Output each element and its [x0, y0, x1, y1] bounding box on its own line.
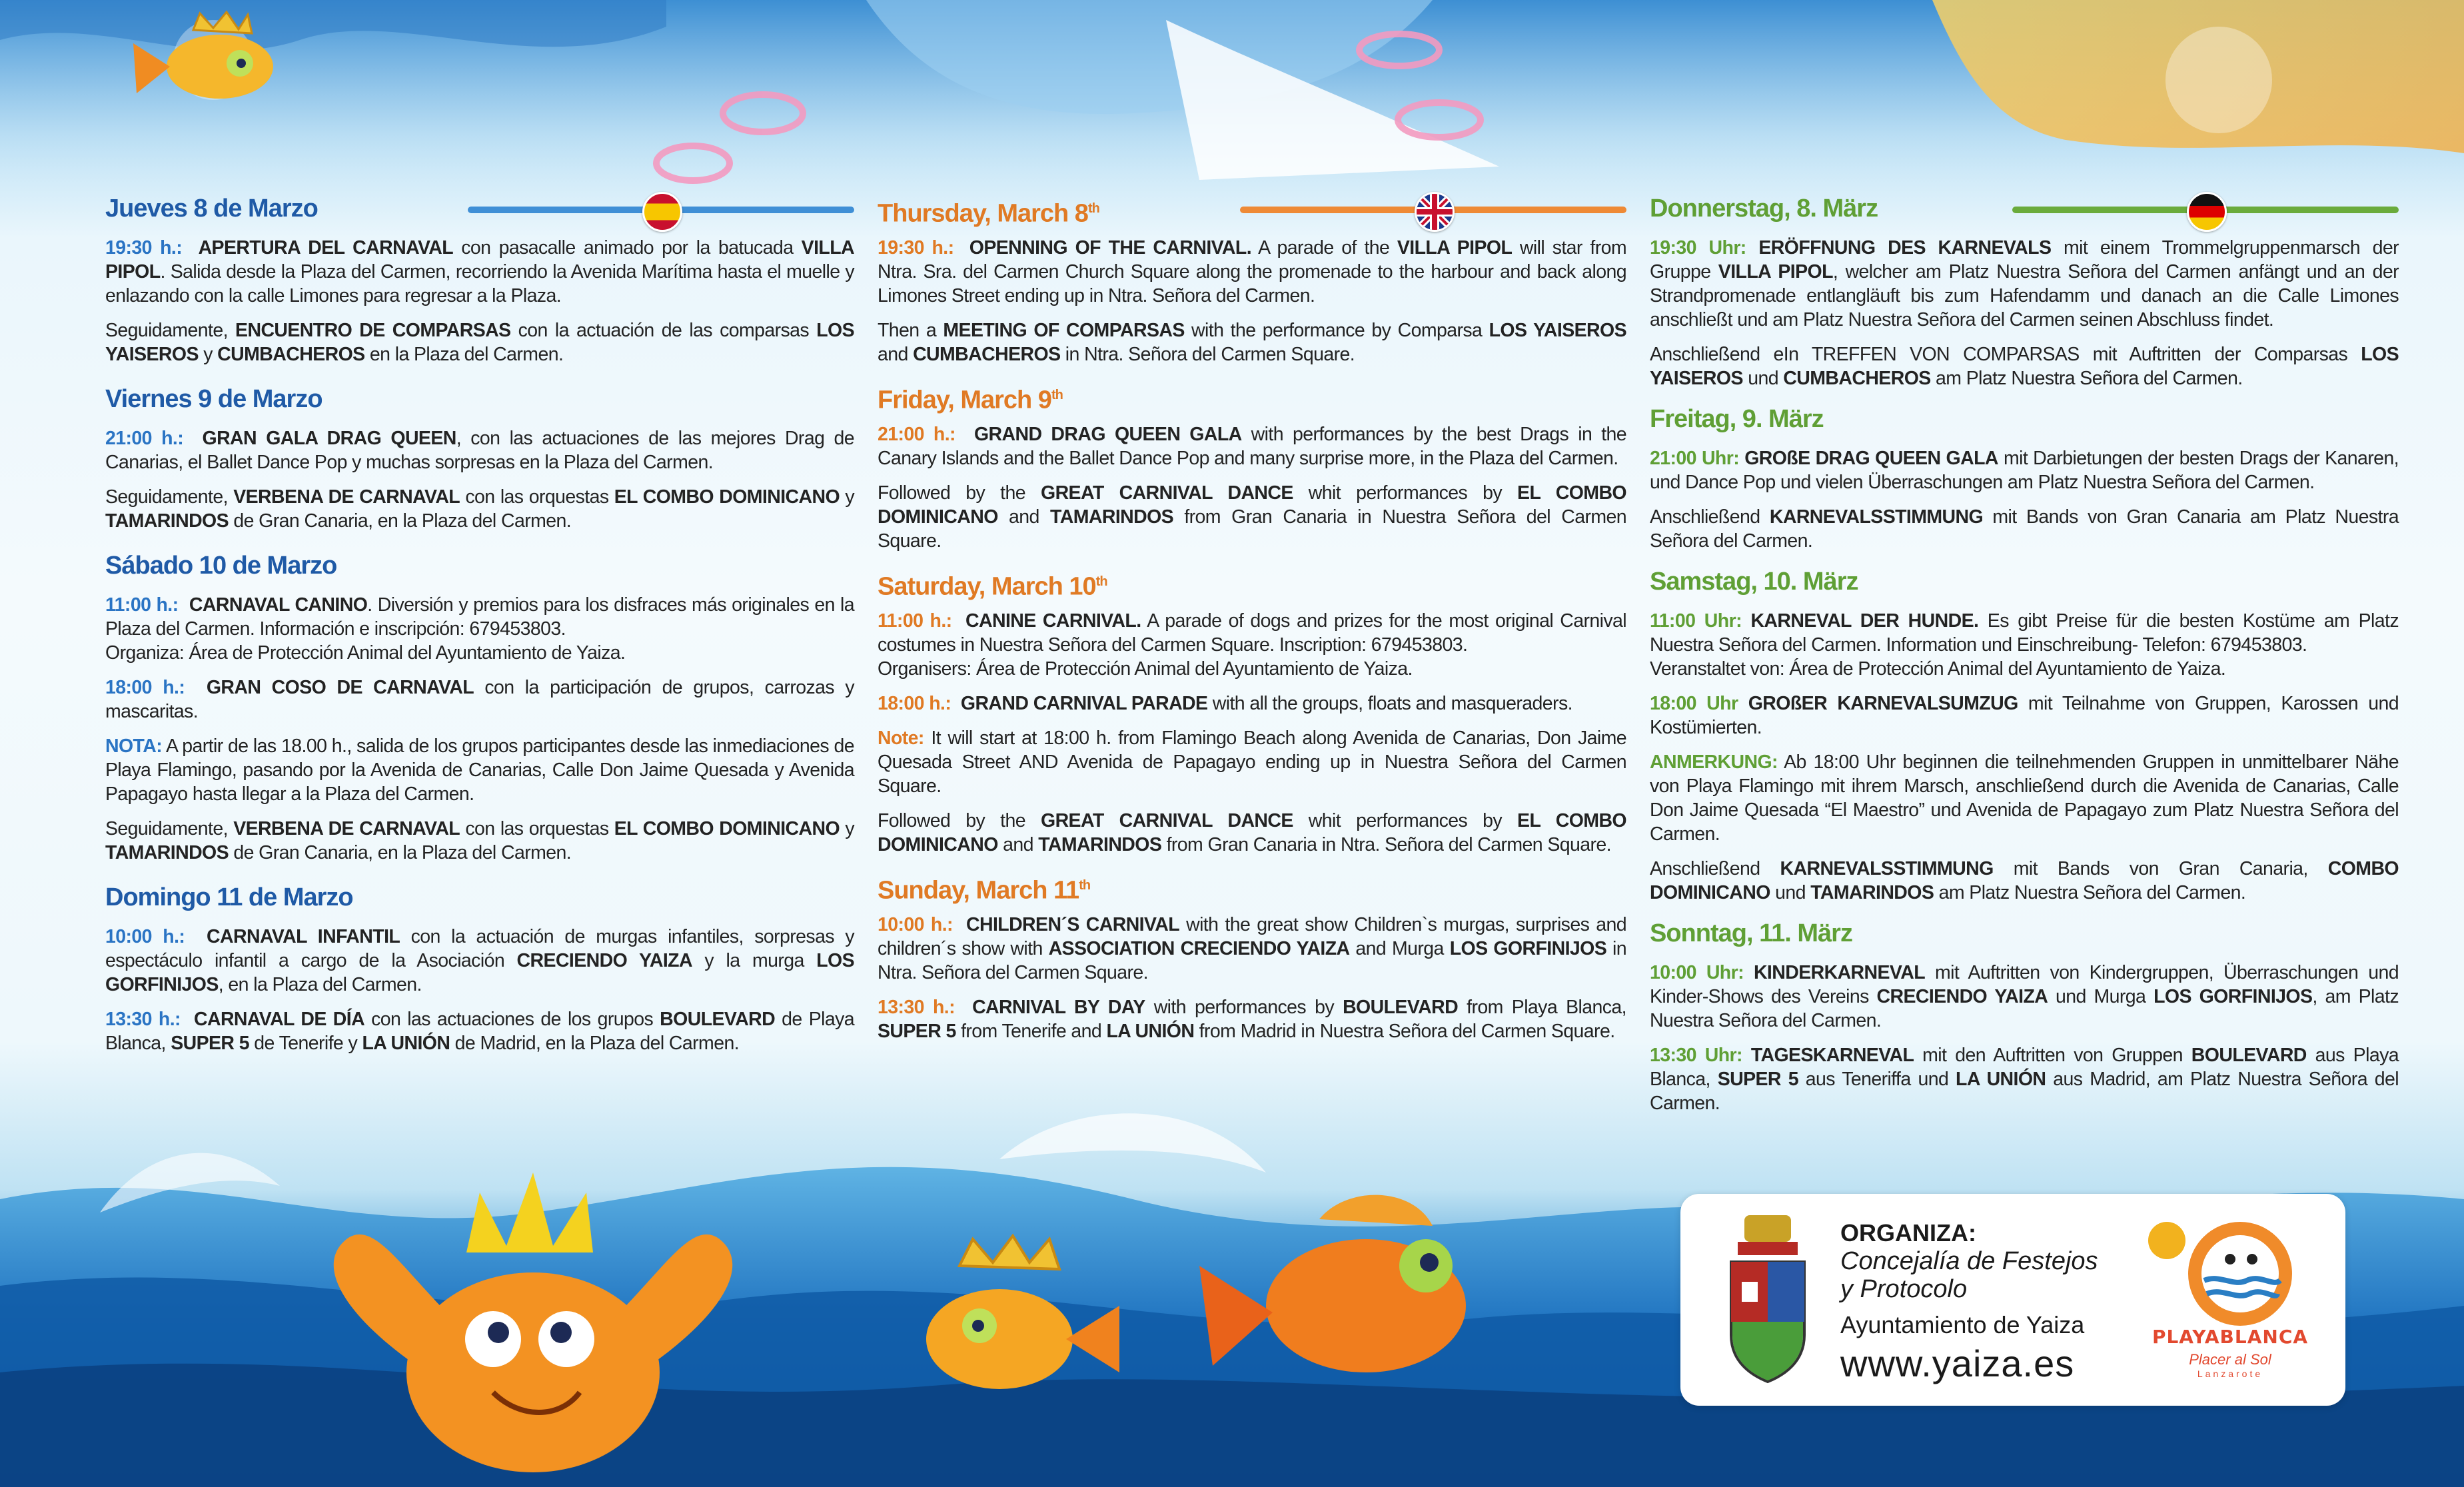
event-text: A parade of dogs and prizes for the most original Carnival costumes in Nuestra Señora del Carmen Square. Inscription: 679453803. [878, 610, 1627, 656]
organizer-department-2: y Protocolo [1840, 1275, 1968, 1303]
event-item [878, 236, 1626, 308]
event-title: ERÖFFNUNG DES KARNEVALS [1758, 237, 2052, 258]
event-time: 21:00 h.: [878, 424, 955, 445]
event-title: CARNIVAL BY DAY [972, 997, 1145, 1018]
event-text: with performances by the best Drags in the Canary Islands and the Ballet Dance Pop and many surprise more, in the Plaza del Carmen. [878, 424, 1627, 469]
event-title: CANINE CARNIVAL. [965, 610, 1141, 632]
event-time: 19:30 h.: [878, 237, 954, 258]
event-text: aus Madrid, am Platz Nuestra Señora del Carmen. [1650, 1069, 2399, 1114]
event-item [1650, 692, 2399, 740]
day-title: Sábado 10 de Marzo [105, 552, 337, 580]
event-highlight: VILLA PIPOL [1397, 237, 1513, 258]
event-text: de Gran Canaria, en la Plaza del Carmen. [229, 510, 572, 532]
uk-flag-icon [1415, 192, 1455, 232]
day-title [878, 564, 1107, 605]
event-text: whit performances by [1293, 810, 1518, 831]
event-item [1650, 609, 2399, 681]
day-heading [105, 381, 854, 417]
event-highlight: COMBO DOMINICANO [1650, 858, 2399, 903]
event-text: con la participación de grupos, carrozas y mascaritas. [105, 677, 854, 722]
event-text: mit Bands von Gran Canaria, [1993, 858, 2328, 879]
event-text: de Tenerife y [249, 1033, 362, 1054]
event-highlight: TAMARINDOS [1038, 834, 1162, 855]
day-heading [1650, 191, 2399, 227]
event-highlight: LOS YAISEROS [1650, 344, 2399, 389]
event-text: y [840, 486, 854, 508]
event-highlight: LOS GORFINIJOS [105, 950, 854, 995]
event-highlight: SUPER 5 [1717, 1069, 1798, 1090]
event-highlight: LOS YAISEROS [1489, 320, 1627, 341]
column-spanish [105, 191, 854, 1066]
event-item [878, 913, 1626, 985]
event-item [105, 236, 854, 308]
event-time: 18:00 h.: [105, 677, 185, 698]
event-highlight: LA UNIÓN [1106, 1021, 1195, 1042]
event-text: am Platz Nuestra Señora del Carmen. [1930, 368, 2243, 389]
event-highlight: CUMBACHEROS [1783, 368, 1931, 389]
event-text: . Diversión y premios para los disfraces más originales en la Plaza del Carmen. Información e inscripción: 679453803. [105, 594, 855, 640]
event-highlight: LOS GORFINIJOS [2154, 986, 2313, 1007]
event-text: with the great show Children`s murgas, surprises and children´s show with [878, 914, 1626, 959]
playa-blanca-location: Lanzarote [2197, 1368, 2263, 1379]
event-highlight: LA UNIÓN [362, 1033, 450, 1054]
event-highlight: EL COMBO DOMINICANO [878, 482, 1626, 528]
event-item [878, 318, 1626, 366]
event-text: con las actuaciones de los grupos [364, 1009, 660, 1030]
event-organizer: Organisers: Área de Protección Animal del Ayuntamiento de Yaiza. [878, 658, 1413, 680]
event-highlight: CRECIENDO YAIZA [516, 950, 692, 971]
event-text: , en la Plaza del Carmen. [218, 974, 422, 995]
event-title: ENCUENTRO DE COMPARSAS [235, 320, 511, 341]
organizer-department: Concejalía de Festejos [1840, 1247, 2098, 1275]
note-label: Note: [878, 728, 924, 749]
event-title: KARNEVALSSTIMMUNG [1780, 858, 1994, 879]
event-highlight: BOULEVARD [1343, 997, 1459, 1018]
day-title: Viernes 9 de Marzo [105, 385, 322, 413]
playa-blanca-tagline: Placer al Sol [2189, 1351, 2271, 1368]
event-text: in Ntra. Señora del Carmen Square. [878, 938, 1626, 983]
event-time: 19:30 h.: [105, 237, 183, 258]
day-title: Domingo 11 de Marzo [105, 883, 353, 911]
day-ordinal: th [1087, 201, 1099, 216]
event-text: and [997, 506, 1051, 528]
event-item [105, 676, 854, 724]
playa-blanca-name: PLAYABLANCA [2152, 1326, 2309, 1348]
event-highlight: CUMBACHEROS [913, 344, 1061, 365]
event-item [105, 817, 854, 865]
event-highlight: EL COMBO DOMINICANO [614, 818, 840, 839]
event-text: und Murga [2048, 986, 2154, 1007]
germany-flag-icon [2187, 192, 2227, 232]
event-highlight: EL COMBO DOMINICANO [614, 486, 840, 508]
day-heading [1650, 401, 2399, 437]
event-organizer: Organiza: Área de Protección Animal del Ayuntamiento de Yaiza. [105, 642, 626, 664]
day-title [878, 867, 1090, 909]
note-label: ANMERKUNG: [1650, 751, 1778, 773]
event-text: con las orquestas [460, 818, 614, 839]
event-highlight: SUPER 5 [878, 1021, 956, 1042]
event-text: in Ntra. Señora del Carmen Square. [1060, 344, 1355, 365]
event-text: mit Auftritten von Kindergruppen, Überraschungen und Kinder-Shows des Vereins [1650, 962, 2399, 1007]
event-text: from Playa Blanca, [1458, 997, 1626, 1018]
flag-divider [1240, 207, 1626, 213]
day-ordinal: th [1079, 878, 1091, 893]
day-title-text: Friday, March 9 [878, 386, 1051, 414]
event-text: y [198, 344, 218, 365]
event-text: with all the groups, floats and masqueraders. [1207, 693, 1572, 714]
event-item [1650, 342, 2399, 390]
event-text: de Gran Canaria, en la Plaza del Carmen. [229, 842, 572, 863]
event-text: de Madrid, en la Plaza del Carmen. [450, 1033, 740, 1054]
event-item [105, 593, 854, 665]
event-text: y la murga [692, 950, 817, 971]
day-heading [878, 564, 1626, 600]
organizer-box [1680, 1194, 2345, 1406]
event-item [105, 426, 854, 474]
day-title: Samstag, 10. März [1650, 568, 1858, 596]
flag-divider [2012, 207, 2399, 213]
event-item [1650, 446, 2399, 494]
event-highlight: EL COMBO DOMINICANO [878, 810, 1626, 855]
event-highlight: TAMARINDOS [1810, 882, 1934, 903]
event-highlight: SUPER 5 [171, 1033, 249, 1054]
event-highlight: TAMARINDOS [105, 510, 229, 532]
day-heading [878, 867, 1626, 903]
event-time: 13:30 h.: [878, 997, 955, 1018]
event-time: 10:00 h.: [878, 914, 953, 935]
event-title: VERBENA DE CARNAVAL [233, 486, 460, 508]
event-title: GROßE DRAG QUEEN GALA [1744, 448, 1998, 469]
event-time: 10:00 Uhr: [1650, 962, 1744, 983]
event-highlight: CRECIENDO YAIZA [1876, 986, 2048, 1007]
event-item [105, 485, 854, 533]
playa-blanca-logo-icon [2140, 1207, 2320, 1327]
event-text: . Salida desde la Plaza del Carmen, recorriendo la Avenida Marítima hasta el muelle y enlazando con la calle Limones para regresar a la Plaza. [105, 261, 854, 306]
event-text: mit Darbietungen der besten Drags der Kanaren, und Dance Pop und vielen Überraschungen am Platz Nuestra Señora del Carmen. [1650, 448, 2399, 493]
event-item [1650, 1043, 2399, 1115]
event-text: mit den Auftritten von Gruppen [1914, 1045, 2191, 1066]
event-item [878, 481, 1626, 553]
event-text: , welcher am Platz Nuestra Señora del Carmen anfängt und an der Strandpromenade entlangläuft bis zum Hafendamm und danach an die Calle Limones anschließt und am Platz Nuestra Señora del Carmen seinen Abschluss findet. [1650, 261, 2399, 330]
event-text: with performances by [1145, 997, 1343, 1018]
event-text: from Madrid in Nuestra Señora del Carmen Square. [1194, 1021, 1615, 1042]
flag-divider [468, 207, 854, 213]
event-title: CARNAVAL CANINO [189, 594, 368, 616]
day-title: Freitag, 9. März [1650, 405, 1824, 433]
event-highlight: TAMARINDOS [105, 842, 229, 863]
event-title: KARNEVALSSTIMMUNG [1769, 506, 1984, 528]
event-title: GRAND CARNIVAL PARADE [960, 693, 1208, 714]
day-heading [105, 548, 854, 584]
day-title [878, 191, 1099, 232]
event-text: Anschließend eIn TREFFEN VON COMPARSAS mit Auftritten der Comparsas [1650, 344, 2361, 365]
day-title-text: Saturday, March 10 [878, 572, 1096, 601]
event-text: con pasacalle animado por la batucada [453, 237, 802, 258]
event-text: and [997, 834, 1039, 855]
event-item [878, 692, 1626, 716]
event-text: Seguidamente, [105, 818, 234, 839]
day-title: Jueves 8 de Marzo [105, 195, 318, 223]
event-text: con las orquestas [460, 486, 614, 508]
event-time: 21:00 Uhr: [1650, 448, 1740, 469]
event-text: con la actuación de las comparsas [510, 320, 817, 341]
organizer-text [1840, 1219, 2098, 1386]
event-text: and [878, 344, 914, 365]
event-item [1650, 961, 2399, 1033]
event-title: OPENNING OF THE CARNIVAL. [969, 237, 1252, 258]
event-title: CHILDREN´S CARNIVAL [965, 914, 1180, 935]
event-text: Then a [878, 320, 943, 341]
event-text: mit Teilnahme von Gruppen, Karossen und Kostümierten. [1650, 693, 2399, 738]
event-text: Anschließend [1650, 506, 1770, 528]
event-text: mit einem Trommelgruppenmarsch der Gruppe [1650, 237, 2399, 282]
event-time: 11:00 h.: [105, 594, 179, 616]
event-text: and Murga [1349, 938, 1450, 959]
event-highlight: VILLA PIPOL [1718, 261, 1833, 282]
event-title: GRAN COSO DE CARNAVAL [206, 677, 474, 698]
event-title: GRAND DRAG QUEEN GALA [973, 424, 1242, 445]
event-title: GREAT CARNIVAL DANCE [1041, 482, 1293, 504]
event-highlight: CUMBACHEROS [217, 344, 365, 365]
event-highlight: LOS GORFINIJOS [1449, 938, 1607, 959]
event-note [1650, 750, 2399, 846]
event-highlight: BOULEVARD [2191, 1045, 2307, 1066]
day-title-text: Sunday, March 11 [878, 876, 1079, 905]
event-title: GROßER KARNEVALSUMZUG [1748, 693, 2018, 714]
event-text: aus Teneriffa und [1798, 1069, 1956, 1090]
event-title: CARNAVAL DE DÍA [193, 1009, 365, 1030]
event-title: MEETING OF COMPARSAS [943, 320, 1185, 341]
day-ordinal: th [1095, 574, 1107, 589]
event-text: Seguidamente, [105, 486, 234, 508]
event-text: und [1770, 882, 1811, 903]
event-text: Followed by the [878, 482, 1041, 504]
event-note [105, 734, 854, 806]
event-highlight: LOS YAISEROS [105, 320, 854, 365]
event-text: A partir de las 18.00 h., salida de los grupos participantes desde las inmediaciones de Playa Flamingo, pasando por la Avenida de Canarias, Calle Don Jaime Quesada y Avenida Papagayo hasta llegar a la Plaza del Carmen. [105, 736, 854, 805]
event-text: y [840, 818, 854, 839]
event-highlight: VILLA PIPOL [105, 237, 854, 282]
event-text: from Tenerife and [955, 1021, 1107, 1042]
event-text: Es gibt Preise für die besten Kostüme am Platz Nuestra Señora del Carmen. Information und Einschreibung- Telefon: 679453803. [1650, 610, 2399, 656]
event-text: Ab 18:00 Uhr beginnen die teilnehmenden Gruppen in unmittelbarer Nähe von Playa Flamingo mit ihrem Marsch, anschließend durch die Avenida de Canarias, Calle Don Jaime Quesada “El Maestro” und Avenida de Papagayo zum Platz Nuestra Señora del Carmen. [1650, 751, 2399, 845]
event-title: VERBENA DE CARNAVAL [233, 818, 460, 839]
day-heading [1650, 564, 2399, 600]
event-text: en la Plaza del Carmen. [364, 344, 564, 365]
event-title: APERTURA DEL CARNAVAL [198, 237, 454, 258]
event-text: from Gran Canaria in Ntra. Señora del Carmen Square. [1161, 834, 1611, 855]
event-organizer: Veranstaltet von: Área de Protección Animal del Ayuntamiento de Yaiza. [1650, 658, 2226, 680]
event-time: 21:00 h.: [105, 428, 184, 449]
event-time: 18:00 h.: [878, 693, 951, 714]
event-text: from Gran Canaria in Nuestra Señora del Carmen Square. [878, 506, 1626, 552]
organizer-ayuntamiento: Ayuntamiento de Yaiza [1840, 1311, 2085, 1338]
day-heading [105, 191, 854, 227]
event-time: 10:00 h.: [105, 926, 185, 947]
event-text: mit Bands von Gran Canaria am Platz Nuestra Señora del Carmen. [1650, 506, 2399, 552]
day-heading [1650, 915, 2399, 951]
event-text: aus Playa Blanca, [1650, 1045, 2399, 1090]
day-title: Donnerstag, 8. März [1650, 195, 1878, 223]
event-text: , am Platz Nuestra Señora del Carmen. [1650, 986, 2399, 1031]
event-item [105, 925, 854, 997]
event-item [105, 1007, 854, 1055]
event-time: 13:30 h.: [105, 1009, 181, 1030]
event-item [878, 422, 1626, 470]
day-title-text: Thursday, March 8 [878, 199, 1088, 228]
event-time: 18:00 Uhr [1650, 693, 1738, 714]
event-text: whit performances by [1293, 482, 1518, 504]
event-title: KARNEVAL DER HUNDE. [1750, 610, 1979, 632]
event-item [878, 809, 1626, 857]
note-label: NOTA: [105, 736, 163, 757]
event-item [1650, 505, 2399, 553]
day-title [878, 377, 1063, 418]
event-title: GREAT CARNIVAL DANCE [1041, 810, 1293, 831]
day-title: Sonntag, 11. März [1650, 919, 1852, 947]
event-text: , con las actuaciones de las mejores Drag de Canarias, el Ballet Dance Pop y muchas sorpresas en la Plaza del Carmen. [105, 428, 855, 473]
event-text: und [1742, 368, 1784, 389]
event-time: 11:00 h.: [878, 610, 952, 632]
event-highlight: LA UNIÓN [1956, 1069, 2046, 1090]
event-time: 19:30 Uhr: [1650, 237, 1746, 258]
event-note [878, 726, 1626, 798]
event-time: 11:00 Uhr: [1650, 610, 1742, 632]
event-highlight: BOULEVARD [660, 1009, 776, 1030]
event-text: with the performance by Comparsa [1184, 320, 1489, 341]
event-text: con la actuación de murgas infantiles, sorpresas y espectáculo infantil a cargo de la Asociación [105, 926, 854, 971]
event-highlight: ASSOCIATION CRECIENDO YAIZA [1048, 938, 1350, 959]
event-title: KINDERKARNEVAL [1753, 962, 1926, 983]
column-german [1650, 191, 2399, 1126]
spain-flag-icon [642, 192, 682, 232]
event-item [1650, 857, 2399, 905]
event-time: 13:30 Uhr: [1650, 1045, 1742, 1066]
day-heading [878, 377, 1626, 413]
event-title: GRAN GALA DRAG QUEEN [202, 428, 456, 449]
event-text: It will start at 18:00 h. from Flamingo Beach along Avenida de Canarias, Don Jaime Quesada Street AND Avenida de Papagayo ending up in Nuestra Señora del Carmen Square. [878, 728, 1626, 797]
organizer-heading: ORGANIZA: [1840, 1219, 1976, 1246]
yaiza-coat-of-arms-icon [1718, 1209, 1818, 1388]
day-heading [878, 191, 1626, 227]
event-text: Seguidamente, [105, 320, 236, 341]
organizer-website-link[interactable]: www.yaiza.es [1840, 1342, 2075, 1384]
day-heading [105, 879, 854, 915]
event-title: TAGESKARNEVAL [1750, 1045, 1914, 1066]
event-text: de Playa Blanca, [105, 1009, 854, 1054]
event-text: Anschließend [1650, 858, 1780, 879]
day-ordinal: th [1051, 388, 1063, 402]
event-text: A parade of the [1251, 237, 1397, 258]
event-item [1650, 236, 2399, 332]
event-text: am Platz Nuestra Señora del Carmen. [1934, 882, 2246, 903]
event-text: Followed by the [878, 810, 1041, 831]
event-title: CARNAVAL INFANTIL [207, 926, 400, 947]
event-item [105, 318, 854, 366]
event-text: will star from Ntra. Sra. del Carmen Church Square along the promenade to the harbour and back along Limones Street ending up in Ntra. Señora del Carmen. [878, 237, 1627, 306]
column-english [878, 191, 1626, 1054]
event-item [878, 995, 1626, 1043]
event-highlight: TAMARINDOS [1050, 506, 1174, 528]
event-item [878, 609, 1626, 681]
